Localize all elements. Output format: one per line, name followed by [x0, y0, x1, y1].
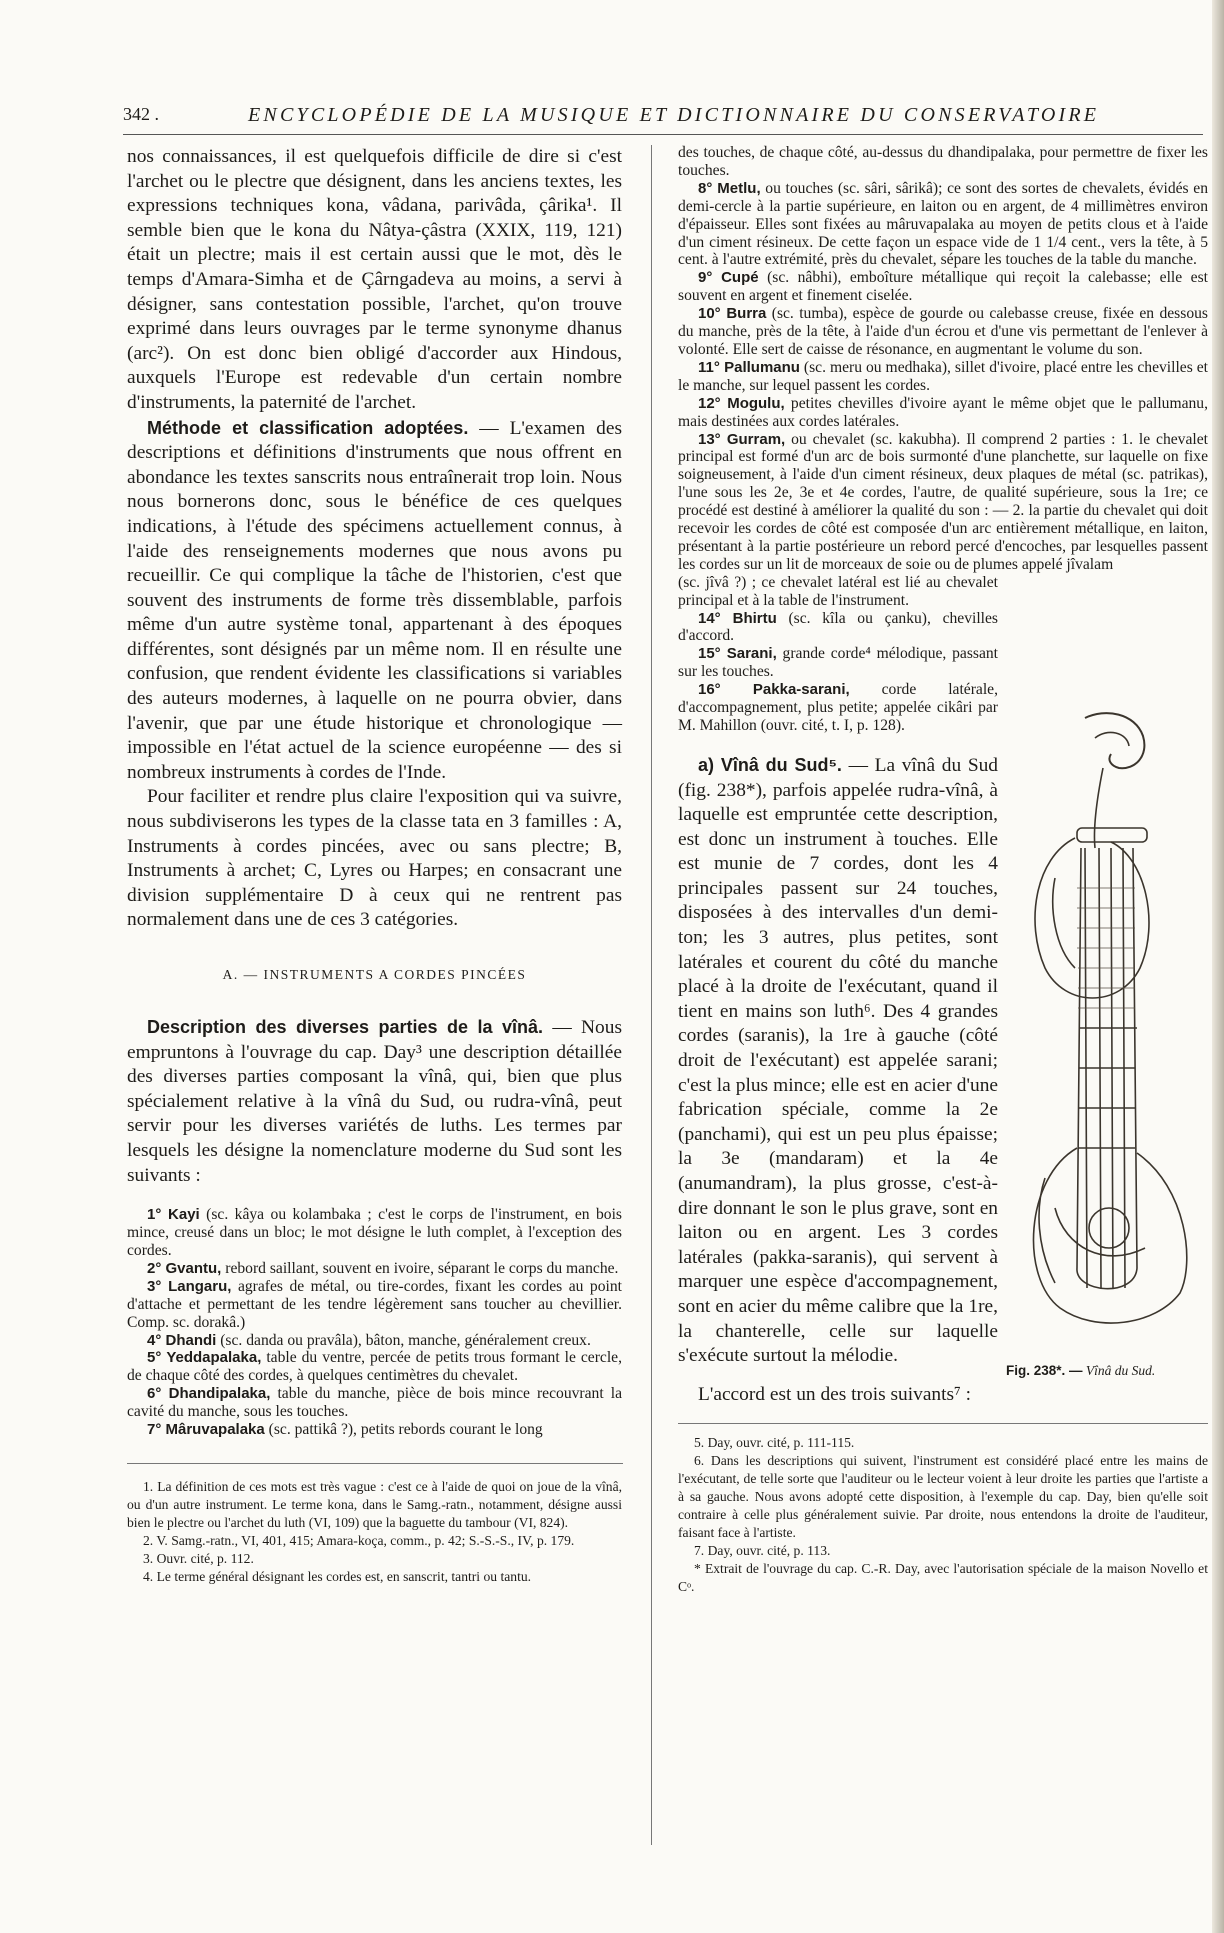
list-item-5: 5° Yeddapalaka, table du ventre, percée de petits trous formant le cercle, de chaque côté des cordes, à quelques centimètres du chevalet.: [127, 1349, 622, 1385]
list-item-3: 3° Langaru, agrafes de métal, ou tire-cordes, fixant les cordes au point d'attache et permettant de les tendre légèrement sans toucher au chevillier. Comp. sc. dorakâ.): [127, 1277, 622, 1331]
list-item-6: 6° Dhandipalaka, table du manche, pièce de bois mince recouvrant la cavité du manche, sous les touches.: [127, 1385, 622, 1421]
narrow-text-block: [678, 574, 998, 1369]
list-item-term: 13° Gurram,: [698, 430, 786, 448]
list-item-13: 12° Mogulu, petites chevilles d'ivoire ayant le même objet que le pallumanu, mais destinées aux cordes latérales.: [678, 394, 1208, 430]
list-item-term: 14° Bhirtu: [698, 609, 777, 627]
list-item-16: 16° Pakka-sarani, corde latérale, d'accompagnement, plus petite; appelée cikâri par M. Mahillon (ouvr. cité, t. I, p. 128).: [678, 681, 998, 734]
figure-caption: Fig. 238*. — Vînâ du Sud.: [1006, 1363, 1156, 1378]
footnote: 1. La définition de ces mots est très vague : c'est ce à l'aide de quoi on joue de la vînâ, ou d'un autre instrument. Le terme kona, dans le Samg.-ratn., notamment, désigne aussi bien le plectre ou l'archet du luth (VI, 109) que la baguette du tambour (VI, 824).: [127, 1478, 622, 1530]
paragraph-methode: Méthode et classification adoptées. — L'examen des descriptions et définitions d'instruments que nous offrent en abondance les textes sanscrits nous entraînerait trop loin. Nous nous bornerons donc, sous le bénéfice de ces quelques indications, à l'étude des spécimens actuellement connus, à l'aide des renseignements modernes que nous avons pu recueillir. Ce qui complique la tâche de l'historien, c'est que souvent des instruments de forme très dissemblable, parfois même d'un autre système tonal, appartenant à des époques différentes, sont désignés par un même nom. Il en résulte une confusion, que rendent évidente les classifications si variables des auteurs modernes, à laquelle on ne pourra obvier, dans l'avenir, que par une étude historique et chronologique — impossible en l'état actuel de la science européenne — des si nombreux instruments à cordes de l'Inde.: [127, 417, 622, 783]
list-item-term: 11° Pallumanu: [698, 358, 800, 376]
list-item-1: 1° Kayi (sc. kâya ou kolambaka ; c'est le corps de l'instrument, en bois mince, creusé dans un bloc; le mot désigne le luth complet, à l'exception des cordes.: [127, 1206, 622, 1259]
footnotes-right: [678, 1434, 1208, 1596]
footnote-rule-right: [678, 1423, 1208, 1424]
footnote: 2. V. Samg.-ratn., VI, 401, 415; Amara-koça, comm., p. 42; S.-S.-S., IV, p. 179.: [143, 1532, 575, 1548]
page-header: [123, 104, 1198, 126]
heading-description: Description des diverses parties de la vînâ.: [147, 1017, 544, 1037]
list-item-13-end: (sc. jîvâ ?) ; ce chevalet latéral est lié au chevalet principal et à la table de l'instrument.: [678, 573, 998, 609]
left-column: [127, 145, 622, 1586]
list-item-term: 9° Cupé: [698, 269, 759, 287]
list-item-4: 4° Dhandi (sc. danda ou pravâla), bâton, manche, généralement creux.: [147, 1331, 591, 1349]
list-item-2: 2° Gvantu, rebord saillant, souvent en ivoire, séparant le corps du manche.: [147, 1259, 619, 1277]
footnote: 5. Day, ouvr. cité, p. 111-115.: [694, 1435, 855, 1451]
list-item-term: 6° Dhandipalaka,: [147, 1385, 271, 1403]
footnote: 6. Dans les descriptions qui suivent, l'instrument est considéré placé entre les mains de l'exécutant, de telle sorte que l'auditeur ou le lecteur voient à leur droite les parties que l'artiste a à sa gauche. Nous avons adopté cette disposition, à l'exemple du cap. Day, bien qu'elle soit contraire à celle plus généralement suivie. Par droite, nous entendons la droite de l'auditeur, faisant face à l'artiste.: [678, 1453, 1208, 1541]
list-item-term: 3° Langaru,: [147, 1277, 232, 1295]
list-item-15: 15° Sarani, grande corde⁴ mélodique, passant sur les touches.: [678, 645, 999, 681]
list-item-term: 8° Metlu,: [698, 179, 761, 197]
header-rule: [123, 134, 1203, 135]
list-item-10: 9° Cupé (sc. nâbhi), emboîture métallique qui reçoit la calebasse; elle est souvent en argent et finement ciselée.: [678, 269, 1208, 305]
list-item-14: 14° Bhirtu (sc. kîla ou çanku), chevilles d'accord.: [678, 609, 998, 645]
footnote: 7. Day, ouvr. cité, p. 113.: [694, 1543, 831, 1559]
paragraph-accord: L'accord est un des trois suivants⁷ :: [698, 1383, 972, 1405]
list-item-term: 2° Gvantu,: [147, 1259, 222, 1277]
page-edge: [1212, 0, 1224, 1933]
parts-list-left: [127, 1206, 622, 1439]
page-number: 342 .: [123, 104, 159, 124]
list-item-term: 1° Kayi: [147, 1206, 200, 1224]
list-item-term: 16° Pakka-sarani,: [698, 681, 850, 699]
list-item-term: 12° Mogulu,: [698, 394, 785, 412]
heading-vina-sud: a) Vînâ du Sud⁵.: [698, 754, 842, 775]
list-item-9: 8° Metlu, ou touches (sc. sâri, sârikâ); ce sont des sortes de chevalets, évidés en demi-cercle à la partie supérieure, en laiton ou en argent, de 4 millimètres environ d'épaisseur. Elles sont fixées au mâruvapalaka au moyen de petits clous et à l'aide d'un ciment résineux. De cette façon un espace vide de 1 1/4 cent., vers la tête, à 5 cent. à l'autre extrémité, près du chevalet, sépare les touches de la table du manche.: [678, 179, 1208, 269]
parts-list-right-2: [678, 610, 998, 735]
section-heading: A. — INSTRUMENTS A CORDES PINCÉES: [222, 967, 527, 982]
footnote: 4. Le terme général désignant les cordes est, en sanscrit, tantri ou tantu.: [143, 1568, 532, 1584]
running-title: ENCYCLOPÉDIE DE LA MUSIQUE ET DICTIONNAIRE DU CONSERVATOIRE: [248, 104, 1100, 126]
list-item-term: 4° Dhandi: [147, 1331, 217, 1349]
list-item-7: 7° Mâruvapalaka (sc. pattikâ ?), petits rebords courant le long: [147, 1421, 543, 1439]
list-item-term: 5° Yeddapalaka,: [147, 1349, 262, 1367]
parts-list-right: [678, 144, 1208, 574]
list-item-12: 11° Pallumanu (sc. meru ou medhaka), sillet d'ivoire, placé entre les chevilles et le manche, sur lequel passent les cordes.: [678, 358, 1208, 394]
list-item-11: 10° Burra (sc. tumba), espèce de gourde ou calebasse creuse, fixée en dessous du manche, près de la tête, à l'aide d'un écrou et d'une vis permettant de l'enlever à volonté. Elle sert de caisse de résonance, en augmentant le volume du son.: [678, 305, 1208, 358]
list-item-term: 15° Sarani,: [698, 645, 777, 663]
list-item-8: des touches, de chaque côté, au-dessus du dhandipalaka, pour permettre de fixer les touches.: [678, 144, 1208, 179]
list-item-term: 7° Mâruvapalaka: [147, 1421, 265, 1439]
heading-methode: Méthode et classification adoptées.: [147, 417, 469, 438]
footnote-rule: [127, 1463, 623, 1464]
paragraph-archet: nos connaissances, il est quelquefois difficile de dire si c'est l'archet ou le plectre que désignent, dans les anciens textes, les expressions techniques kona, vâdana, parivâda, çârika¹. Il semble bien que le kona du Nâtya-çâstra (XXIX, 119, 121) était un plectre; mais il est certain aussi que le mot, dès le temps d'Amara-Simha et de Çârngadeva au moins, a servi à désigner, sans contestation possible, l'archet, qu'on trouve exprimé dans leurs ouvrages par le terme synonyme dhanus (arc²). On est donc bien obligé d'accorder aux Hindous, auxquels l'Europe est redevable d'un certain nombre d'instruments, la paternité de l'archet.: [127, 146, 622, 413]
paragraph-vina-sud: a) Vînâ du Sud⁵. — La vînâ du Sud (fig. 238*), parfois appelée rudra-vînâ, à laquelle est empruntée cette description, est donc un instrument à touches. Elle est munie de 7 cordes, dont les 4 principales passent sur 24 touches, disposées à des intervalles d'un demi-ton; les 3 autres, plus petites, sont latérales et courent du côté du manche placé à la droite de l'exécutant, quand il tient en mains son luth⁶. Des 4 grandes cordes (saranis), la 1re à gauche (côté droit de l'exécutant) est appelée sarani; c'est la plus mince; elle est en acier d'une fabrication spéciale, comme la 2e (panchami), qui est un peu plus épaisse; la 3e (mandaram) et la 4e (anumandram), la plus grosse, c'est-à-dire donnant le son le plus grave, sont en laiton ou en argent. Les 3 cordes latérales (pakka-saranis), qui servent à marquer une espèce d'accompagnement, sont en acier du même calibre que la 1re, la chanterelle, celle sur laquelle s'exécute surtout la mélodie.: [678, 754, 998, 1367]
column-divider: [651, 145, 652, 1845]
vina-illustration: [1015, 708, 1193, 1328]
footnote: 3. Ouvr. cité, p. 112.: [143, 1550, 254, 1566]
paragraph-description: Description des diverses parties de la vînâ. — Nous empruntons à l'ouvrage du cap. Day³ une description détaillée des diverses parties composant la vînâ, qui, bien que plus spécialement relative à la vînâ du Sud, ou rudra-vînâ, peut servir pour les diverses variétés de luths. Les termes par lesquels les désigne la nomenclature moderne du Sud sont les suivants :: [127, 1017, 622, 1186]
footnotes-left: [127, 1478, 622, 1586]
footnote: * Extrait de l'ouvrage du cap. C.-R. Day, avec l'autorisation spéciale de la maison Novello et Cᵒ.: [678, 1561, 1208, 1595]
paragraph-classification: Pour faciliter et rendre plus claire l'exposition qui va suivre, nous subdiviserons les types de la classe tata en 3 familles : A, Instruments à cordes pincées, avec ou sans plectre; B, Instruments à archet; C, Lyres ou Harpes; en consacrant une division supplémentaire D à ceux qui ne rentrent pas normalement dans une de ces 3 catégories.: [127, 786, 622, 931]
list-item-term: 10° Burra: [698, 305, 767, 323]
list-item-14: 13° Gurram, ou chevalet (sc. kakubha). Il comprend 2 parties : 1. le chevalet principal est formé d'un arc de bois surmonté d'une planchette, sur laquelle on fixe soigneusement, à l'aide d'un ciment résineux, deux plaques de métal (sc. patrikas), l'une sous les 2e, 3e et 4e cordes, l'autre, de qualité supérieure, sous la 1re; ce procédé est destiné à améliorer la qualité du son : — 2. la partie du chevalet qui doit recevoir les cordes de côté est composée d'un arc entièrement métallique, en laiton, présentant à la partie postérieure un rebord percé d'encoches, par lesquelles passent les cordes sur un lit de morceaux de soie ou de plumes appelé jîvalam: [678, 430, 1208, 573]
